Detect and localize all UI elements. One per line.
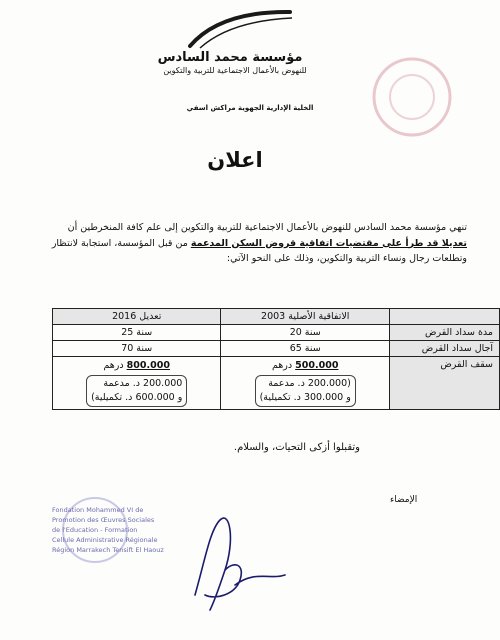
mod-ceiling-complementary: و 600.000 د. تكميلية) bbox=[91, 392, 183, 403]
table-header-row bbox=[53, 309, 500, 325]
watermark-stamp-icon bbox=[370, 55, 455, 140]
cell-orig-age: 65 سنة bbox=[221, 341, 390, 357]
row-label-duration: مدة سداد القرض bbox=[390, 325, 500, 341]
cell-orig-duration: 20 سنة bbox=[221, 325, 390, 341]
org-name: مؤسسة محمد السادس bbox=[157, 50, 303, 65]
loan-terms-table bbox=[52, 308, 500, 410]
closing-text: وتقبلوا أزكى التحيات، والسلام. bbox=[233, 442, 360, 453]
stamp-line: de l'Education - Formation bbox=[52, 526, 138, 534]
logo-swoosh-icon bbox=[180, 6, 300, 56]
cell-mod-ceiling bbox=[53, 357, 221, 410]
body-highlight: تعديلا قد طرأ على مقتضيات اتفاقية قروض السكن المدعمة bbox=[190, 237, 467, 249]
handwritten-signature-icon bbox=[175, 500, 295, 620]
orig-ceiling-subsidized: (200.000 د. مدعمة bbox=[268, 378, 351, 389]
orig-ceiling-breakdown bbox=[255, 375, 356, 407]
orig-ceiling-unit: درهم bbox=[271, 360, 293, 371]
region-label: الخلية الإدارية الجهوية مراكش اسفي bbox=[186, 104, 314, 112]
orig-ceiling-complementary: و 300.000 د. تكميلية) bbox=[259, 392, 351, 403]
stamp-line: Cellule Administrative Régionale bbox=[52, 536, 158, 544]
signature-label: الإمضاء bbox=[390, 495, 418, 505]
org-subtitle: للنهوض بالأعمال الاجتماعية للتربية والتكوين bbox=[163, 66, 307, 75]
table-row bbox=[53, 357, 500, 410]
mod-ceiling-subsidized: 200.000 د. مدعمة bbox=[103, 378, 183, 389]
header-modification: تعديل 2016 bbox=[53, 309, 221, 325]
cell-mod-duration: 25 سنة bbox=[53, 325, 221, 341]
orig-ceiling-amount: 500.000 bbox=[295, 360, 339, 371]
body-text-part1: تنهي مؤسسة محمد السادس للنهوض بالأعمال الاجتماعية للتربية والتكوين إلى علم كافة المنخرطين أن bbox=[67, 222, 467, 233]
row-label-age: آجال سداد القرض bbox=[390, 341, 500, 357]
stamp-line: Fondation Mohammed VI de bbox=[52, 506, 144, 514]
row-label-ceiling: سقف القرض bbox=[390, 357, 500, 410]
header-original: الاتفاقية الأصلية 2003 bbox=[221, 309, 390, 325]
stamp-text bbox=[52, 505, 182, 555]
body-text-part2: من قبل المؤسسة، استجابة لانتظار وتطلعات رجال ونساء التربية والتكوين، وذلك على النحو الآتي: bbox=[51, 237, 467, 264]
stamp-line: Promotion des Œuvres Sociales bbox=[52, 516, 155, 524]
announcement-body bbox=[45, 220, 467, 267]
mod-ceiling-unit: درهم bbox=[103, 360, 124, 371]
page-title: اعلان bbox=[207, 148, 263, 172]
table-row bbox=[53, 341, 500, 357]
stamp-line: Région Marrakech Tensift El Haouz bbox=[52, 546, 164, 554]
header-empty bbox=[390, 309, 500, 325]
mod-ceiling-breakdown bbox=[86, 375, 187, 407]
cell-orig-ceiling bbox=[221, 357, 390, 410]
table-row bbox=[53, 325, 500, 341]
cell-mod-age: 70 سنة bbox=[53, 341, 221, 357]
mod-ceiling-amount: 800.000 bbox=[126, 360, 170, 371]
